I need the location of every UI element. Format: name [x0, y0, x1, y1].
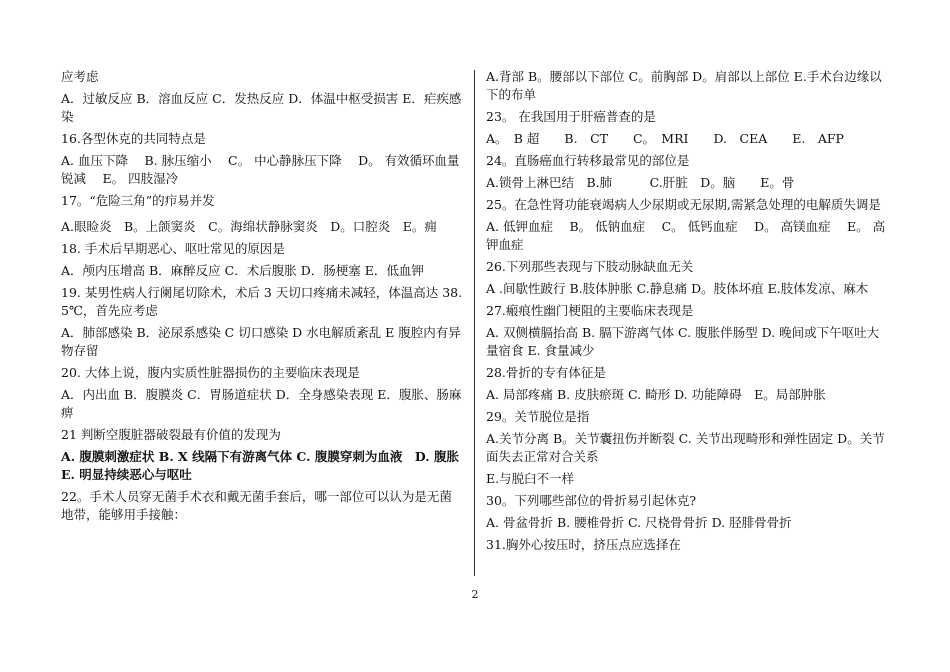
page-number: 2: [471, 588, 479, 601]
answer-options: A.背部 B。腰部以下部位 C。前胸部 D。肩部以上部位 E.手术台边缘以下的布单: [486, 69, 882, 102]
answer-options: A．颅内压增高 B．麻醉反应 C．术后腹胀 D．肠梗塞 E．低血钾: [61, 263, 424, 278]
answer-options: A. 双侧横膈抬高 B. 膈下游离气体 C. 腹胀伴肠型 D. 晚间或下午呕吐大量宿食 E. 食量减少: [486, 325, 880, 358]
question: 26.下列那些表现与下肢动脉缺血无关: [486, 259, 694, 274]
question: 31.胸外心按压时，挤压点应选择在: [486, 537, 681, 552]
answer-options: A. 血压下降 B. 脉压缩小 C。 中心静脉压下降 D。 有效循环血量锐减 E。 四肢湿冷: [61, 153, 460, 186]
text-line: 应考虑: [61, 69, 99, 84]
question: 27.瘢痕性幽门梗阻的主要临床表现是: [486, 303, 694, 318]
question: 28.骨折的专有体征是: [486, 365, 606, 380]
answer-options: A.锁骨上淋巴结 B.肺 C.肝脏 D。脑 E。骨: [486, 175, 795, 190]
column-divider: [474, 70, 475, 576]
answer-options: A．肺部感染 B．泌尿系感染 C 切口感染 D 水电解质紊乱 E 腹腔内有异物存留: [61, 325, 461, 358]
left-column: [61, 68, 472, 528]
answer-options: A. 局部疼痛 B. 皮肤瘀斑 C. 畸形 D. 功能障碍 E。局部肿胀: [486, 387, 826, 402]
question: 18. 手术后早期恶心、呕吐常见的原因是: [61, 241, 285, 256]
answer-options: A. 骨盆骨折 B. 腰椎骨折 C. 尺桡骨骨折 D. 胫腓骨骨折: [486, 515, 792, 530]
question: 23。 在我国用于肝癌普查的是: [486, 109, 656, 124]
answer-options: E.与脱臼不一样: [486, 471, 575, 486]
right-column: [486, 68, 890, 558]
answer-options: A. 低钾血症 B。 低钠血症 C。 低钙血症 D。 高镁血症 E。 高钾血症: [486, 219, 886, 252]
question: 17。“危险三角”的疖易并发: [61, 193, 215, 208]
answer-options: A。 B 超 B. CT C。 MRI D. CEA E. AFP: [486, 131, 844, 146]
question: 22。手术人员穿无菌手术衣和戴无菌手套后，哪一部位可以认为是无菌地带，能够用手接触：: [61, 489, 452, 522]
question: 21 判断空腹脏器破裂最有价值的发现为: [61, 427, 281, 442]
answer-options: A．过敏反应 B．溶血反应 C．发热反应 D．体温中枢受损害 E．疟疾感染: [61, 91, 462, 124]
question: 16.各型休克的共同特点是: [61, 131, 206, 146]
answer-options: A.关节分离 B。关节囊扭伤并断裂 C. 关节出现畸形和弹性固定 D。关节面失去正常对合关系: [486, 431, 885, 464]
answer-options: A. 腹膜刺激症状 B. X 线隔下有游离气体 C. 腹膜穿刺为血液 D. 腹胀 E. 明显持续恶心与呕吐: [61, 449, 472, 482]
question: 20. 大体上说，腹内实质性脏器损伤的主要临床表现是: [61, 365, 360, 380]
answer-options: A．内出血 B．腹膜炎 C．胃肠道症状 D．全身感染表现 E．腹胀、肠麻痹: [61, 387, 462, 420]
question: 25。在急性肾功能衰竭病人少尿期或无尿期,需紧急处理的电解质失调是: [486, 197, 881, 212]
question: 29。关节脱位是指: [486, 409, 590, 424]
question: 19. 某男性病人行阑尾切除术，术后 3 天切口疼痛未减轻，体温高达 38.5℃，首先应考虑: [61, 285, 463, 318]
question: 24。直肠癌血行转移最常见的部位是: [486, 153, 690, 168]
question: 30。下列哪些部位的骨折易引起休克?: [486, 493, 697, 508]
answer-options: A.眼睑炎 B。上颌窦炎 C。海绵状静脉窦炎 D。口腔炎 E。痈: [61, 219, 437, 234]
answer-options: A .间歇性跛行 B.肢体肿胀 C.静息痛 D。肢体坏疽 E.肢体发凉、麻木: [486, 281, 869, 296]
